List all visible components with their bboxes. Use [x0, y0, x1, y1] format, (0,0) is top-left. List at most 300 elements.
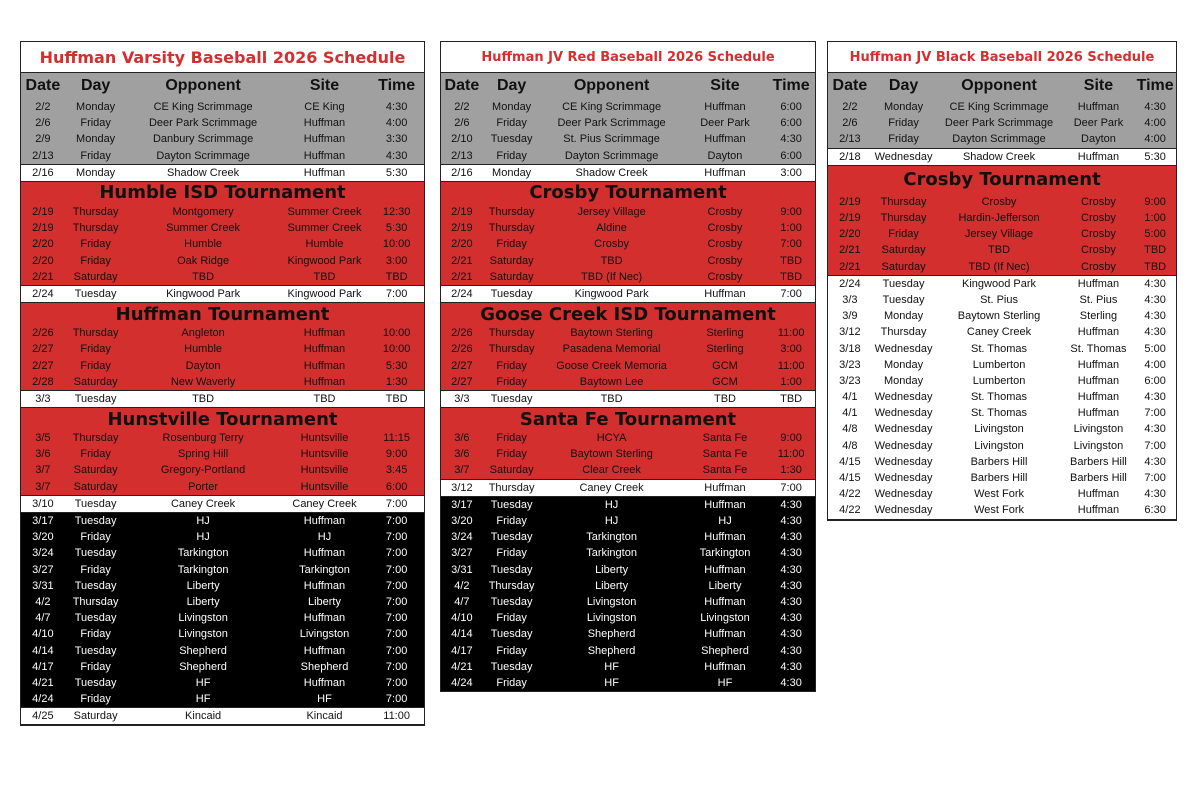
game-site: Crosby: [1081, 244, 1116, 257]
game-site: Huffman: [303, 612, 346, 625]
game-time: 4:30: [1144, 423, 1166, 436]
game-row: [21, 269, 424, 285]
game-opponent: Danbury Scrimmage: [152, 133, 254, 146]
game-opponent: TBD: [192, 270, 215, 283]
game-time: 4:00: [1144, 133, 1166, 146]
game-date: 2/28: [32, 375, 54, 388]
game-time: 7:00: [385, 595, 408, 608]
game-date: 2/18: [839, 150, 861, 163]
tournament-title: Crosby Tournament: [529, 182, 727, 204]
game-opponent: Shadow Creek: [962, 150, 1036, 163]
game-row: [828, 389, 1176, 405]
game-time: 4:30: [1144, 101, 1166, 114]
column-header-opponent: Opponent: [165, 77, 241, 94]
column-header-row: [441, 73, 815, 99]
game-opponent: Deer Park Scrimmage: [557, 117, 666, 130]
game-row: [828, 99, 1176, 115]
game-date: 2/19: [451, 206, 473, 219]
game-date: 4/1: [842, 391, 858, 404]
game-date: 2/27: [451, 359, 473, 372]
game-row: [441, 659, 815, 675]
game-date: 4/22: [839, 488, 861, 501]
game-time: 12:30: [382, 206, 411, 219]
game-row: [21, 357, 424, 373]
game-day: Saturday: [73, 375, 118, 388]
game-date: 2/2: [35, 101, 51, 114]
game-day: Wednesday: [874, 439, 933, 452]
game-site: Kincaid: [306, 710, 343, 723]
game-day: Thursday: [488, 481, 535, 494]
game-time: 3:45: [385, 464, 408, 477]
game-site: Huntsville: [300, 464, 349, 477]
game-row: [828, 292, 1176, 308]
game-opponent: Lumberton: [972, 358, 1026, 371]
game-row: [21, 148, 424, 164]
game-row: [21, 462, 424, 478]
game-date: 4/22: [839, 504, 861, 517]
game-day: Friday: [80, 531, 111, 544]
game-opponent: Aldine: [596, 222, 627, 235]
game-opponent: Deer Park Scrimmage: [148, 117, 258, 130]
game-site: Deer Park: [1073, 117, 1124, 130]
game-site: Huffman: [704, 660, 746, 673]
game-site: Dayton: [707, 149, 743, 162]
game-row: [441, 675, 815, 691]
game-row: [21, 220, 424, 236]
game-date: 3/17: [451, 498, 473, 511]
game-opponent: Crosby: [981, 195, 1017, 208]
column-header-time: Time: [378, 77, 416, 94]
game-day: Friday: [80, 628, 111, 641]
game-opponent: Pasadena Memorial: [562, 343, 661, 356]
game-time: 4:30: [780, 563, 802, 576]
game-day: Monday: [884, 358, 924, 371]
game-day: Monday: [884, 310, 924, 323]
game-site: Huffman: [1077, 150, 1120, 163]
game-day: Thursday: [488, 206, 535, 219]
game-row: [21, 115, 424, 131]
white-block: [21, 164, 424, 182]
game-site: Crosby: [707, 238, 743, 251]
game-time: 5:30: [1144, 150, 1166, 163]
game-day: Saturday: [73, 464, 118, 477]
game-day: Tuesday: [490, 498, 533, 511]
game-row: [441, 269, 815, 285]
game-row: [828, 502, 1176, 518]
game-opponent: HJ: [196, 515, 210, 528]
game-time: TBD: [385, 270, 408, 283]
game-time: 4:30: [780, 644, 802, 657]
game-day: Saturday: [489, 254, 534, 267]
game-row: [21, 691, 424, 707]
game-opponent: Deer Park Scrimmage: [944, 117, 1054, 130]
column-header-site: Site: [1083, 77, 1114, 94]
column-header-day: Day: [80, 77, 111, 94]
game-time: 6:00: [780, 149, 802, 162]
game-date: 4/2: [35, 595, 51, 608]
game-opponent: Barbers Hill: [970, 455, 1028, 468]
game-date: 3/24: [32, 547, 54, 560]
game-row: [828, 194, 1176, 210]
game-row: [828, 115, 1176, 131]
game-date: 3/7: [454, 464, 470, 477]
game-row: [21, 562, 424, 578]
game-day: Friday: [888, 117, 919, 130]
game-time: 4:30: [1144, 455, 1166, 468]
game-day: Monday: [884, 101, 924, 114]
game-day: Tuesday: [490, 531, 533, 544]
game-row: [21, 578, 424, 594]
game-site: Huffman: [303, 676, 346, 689]
game-date: 2/26: [32, 327, 54, 340]
white-block: [21, 285, 424, 303]
game-opponent: Livingston: [974, 439, 1024, 452]
game-site: Huffman: [303, 579, 346, 592]
game-time: 1:30: [780, 464, 802, 477]
schedule-title: Huffman Varsity Baseball 2026 Schedule: [21, 42, 424, 73]
game-site: Caney Creek: [292, 497, 357, 510]
game-opponent: Shepherd: [587, 628, 636, 641]
game-opponent: Humble: [184, 343, 223, 356]
game-date: 4/8: [842, 423, 858, 436]
game-date: 2/21: [839, 244, 861, 257]
game-time: 7:00: [780, 238, 802, 251]
game-date: 4/25: [32, 710, 54, 723]
game-opponent: Tarkington: [586, 547, 637, 560]
game-row: [828, 470, 1176, 486]
game-row: [441, 430, 815, 446]
game-day: Thursday: [72, 222, 119, 235]
game-site: Tarkington: [699, 547, 751, 560]
column-header-day: Day: [496, 77, 527, 94]
game-row: [21, 253, 424, 269]
game-row: [21, 513, 424, 529]
game-date: 4/10: [32, 628, 54, 641]
game-time: 6:00: [385, 480, 408, 493]
game-row: [828, 421, 1176, 437]
game-time: 5:30: [385, 359, 408, 372]
game-date: 4/24: [32, 693, 54, 706]
game-opponent: TBD: [988, 244, 1011, 257]
game-date: 4/15: [839, 455, 861, 468]
game-day: Thursday: [72, 432, 119, 445]
game-day: Wednesday: [874, 504, 933, 517]
game-date: 4/14: [451, 628, 473, 641]
game-opponent: West Fork: [974, 488, 1024, 501]
game-time: 7:00: [385, 660, 408, 673]
game-opponent: Lumberton: [972, 374, 1026, 387]
game-day: Friday: [80, 359, 111, 372]
game-opponent: Baytown Sterling: [570, 327, 653, 340]
game-day: Friday: [496, 515, 527, 528]
game-date: 2/27: [451, 375, 473, 388]
game-day: Tuesday: [490, 628, 533, 641]
game-date: 4/1: [842, 407, 858, 420]
game-site: Huffman: [303, 515, 346, 528]
game-opponent: Dayton Scrimmage: [952, 133, 1046, 146]
game-site: Barbers Hill: [1070, 455, 1127, 468]
game-date: 4/21: [32, 676, 54, 689]
game-opponent: Shadow Creek: [575, 166, 648, 179]
game-row: [441, 253, 815, 269]
game-row: [441, 148, 815, 164]
game-opponent: Gregory-Portland: [160, 464, 246, 477]
game-time: 4:30: [780, 676, 802, 689]
game-opponent: Baytown Sterling: [957, 310, 1041, 323]
schedule-title: Huffman JV Black Baseball 2026 Schedule: [828, 42, 1176, 73]
game-opponent: St. Thomas: [971, 342, 1028, 355]
game-day: Tuesday: [74, 612, 117, 625]
game-day: Friday: [80, 563, 111, 576]
game-opponent: Shepherd: [179, 644, 227, 657]
game-site: Santa Fe: [702, 464, 748, 477]
game-row: [441, 529, 815, 545]
game-opponent: Baytown Sterling: [570, 448, 653, 461]
column-header-row: [828, 73, 1176, 99]
game-site: Huffman: [303, 133, 346, 146]
game-opponent: Livingston: [974, 423, 1024, 436]
game-opponent: Shepherd: [179, 660, 227, 673]
game-time: 4:30: [780, 660, 802, 673]
game-opponent: Shadow Creek: [167, 166, 240, 179]
game-row: [828, 276, 1176, 292]
game-day: Friday: [80, 660, 111, 673]
game-day: Friday: [80, 254, 111, 267]
game-opponent: St. Thomas: [971, 407, 1028, 420]
game-date: 2/6: [454, 117, 470, 130]
schedule-varsity: [20, 41, 425, 726]
game-row: [441, 325, 815, 341]
game-time: 9:00: [780, 432, 802, 445]
column-header-date: Date: [444, 77, 480, 94]
tournament-block: [21, 182, 424, 285]
tournament-block: [21, 303, 424, 390]
game-day: Friday: [496, 547, 527, 560]
game-opponent: Liberty: [595, 563, 629, 576]
game-row: [21, 430, 424, 446]
game-time: TBD: [780, 254, 803, 267]
game-row: [441, 562, 815, 578]
game-time: 3:00: [385, 254, 408, 267]
game-site: Huntsville: [300, 480, 349, 493]
game-date: 2/19: [32, 206, 54, 219]
game-time: 4:30: [1144, 326, 1166, 339]
game-site: Summer Creek: [287, 222, 362, 235]
game-date: 2/16: [32, 166, 54, 179]
game-row: [21, 545, 424, 561]
game-date: 2/19: [451, 222, 473, 235]
game-row: [21, 131, 424, 147]
game-site: Livingston: [1073, 423, 1124, 436]
game-site: Shepherd: [300, 660, 349, 673]
game-day: Monday: [492, 101, 532, 114]
game-date: 2/27: [32, 359, 54, 372]
game-date: 2/13: [839, 133, 861, 146]
game-date: 2/20: [32, 254, 54, 267]
game-opponent: Dayton Scrimmage: [156, 149, 250, 162]
game-opponent: HF: [604, 676, 619, 689]
game-row: [828, 357, 1176, 373]
game-time: 4:30: [1144, 488, 1166, 501]
game-opponent: Tarkington: [177, 547, 229, 560]
game-row: [441, 610, 815, 626]
game-opponent: Barbers Hill: [970, 472, 1028, 485]
game-site: Dayton: [1081, 133, 1116, 146]
schedule-jv-black: [827, 41, 1177, 521]
game-opponent: Porter: [188, 480, 219, 493]
game-opponent: St. Pius: [980, 293, 1018, 306]
game-row: [828, 324, 1176, 340]
game-site: CE King: [304, 101, 345, 114]
game-site: Huffman: [704, 287, 746, 300]
game-site: Huffman: [704, 166, 746, 179]
game-day: Tuesday: [74, 676, 117, 689]
game-site: St. Thomas: [1070, 342, 1127, 355]
game-time: 6:00: [780, 117, 802, 130]
game-time: 4:30: [780, 515, 802, 528]
game-opponent: HCYA: [596, 432, 627, 445]
game-time: 9:00: [385, 448, 408, 461]
game-site: HF: [717, 676, 733, 689]
white-block: [828, 148, 1176, 166]
game-opponent: West Fork: [974, 504, 1024, 517]
game-day: Wednesday: [874, 472, 933, 485]
game-site: Livingston: [700, 612, 750, 625]
game-day: Friday: [496, 117, 527, 130]
game-row: [828, 131, 1176, 147]
game-date: 3/27: [32, 563, 54, 576]
game-day: Saturday: [73, 480, 118, 493]
game-opponent: Montgomery: [172, 206, 234, 219]
game-date: 2/24: [839, 277, 861, 290]
game-time: TBD: [385, 392, 408, 405]
game-day: Saturday: [73, 710, 118, 723]
game-time: 7:00: [385, 515, 408, 528]
game-time: 7:00: [385, 693, 408, 706]
game-date: 2/6: [35, 117, 51, 130]
game-time: 4:00: [385, 117, 408, 130]
game-day: Friday: [496, 676, 527, 689]
game-opponent: Livingston: [178, 612, 228, 625]
game-opponent: Liberty: [595, 579, 629, 592]
game-opponent: Humble: [184, 238, 223, 251]
game-opponent: Crosby: [594, 238, 629, 251]
game-site: Crosby: [707, 206, 743, 219]
game-opponent: Kingwood Park: [962, 277, 1037, 290]
game-day: Tuesday: [490, 133, 533, 146]
game-site: Huntsville: [300, 432, 349, 445]
game-opponent: Clear Creek: [582, 464, 641, 477]
tournament-block: [441, 408, 815, 479]
game-row: [441, 99, 815, 115]
game-opponent: TBD (If Nec): [581, 270, 643, 283]
game-date: 3/3: [454, 392, 470, 405]
game-opponent: Dayton: [185, 359, 221, 372]
game-day: Saturday: [881, 244, 926, 257]
game-opponent: Kincaid: [185, 710, 222, 723]
game-time: 7:00: [1144, 472, 1166, 485]
game-row: [828, 259, 1176, 275]
game-date: 2/19: [32, 222, 54, 235]
game-row: [21, 341, 424, 357]
game-day: Tuesday: [74, 392, 117, 405]
game-row: [21, 594, 424, 610]
game-row: [441, 115, 815, 131]
game-date: 3/9: [842, 310, 858, 323]
white-block: [441, 285, 815, 303]
tournament-title: Hunstville Tournament: [107, 408, 338, 430]
white-block: [441, 164, 815, 182]
game-site: Humble: [305, 238, 344, 251]
game-row: [21, 165, 424, 181]
white-block: [21, 390, 424, 408]
game-date: 3/3: [842, 293, 858, 306]
game-day: Friday: [496, 448, 527, 461]
game-time: TBD: [1144, 260, 1167, 273]
game-site: Huntsville: [300, 448, 349, 461]
game-row: [441, 220, 815, 236]
tournament-title: Crosby Tournament: [903, 169, 1101, 191]
game-row: [441, 131, 815, 147]
game-time: 7:00: [1144, 439, 1166, 452]
game-day: Wednesday: [874, 488, 933, 501]
game-date: 3/23: [839, 358, 861, 371]
game-date: 4/2: [454, 579, 470, 592]
game-date: 3/17: [32, 515, 54, 528]
game-site: TBD: [313, 392, 336, 405]
game-row: [828, 308, 1176, 324]
game-opponent: TBD (If Nec): [968, 260, 1030, 273]
game-opponent: HF: [195, 676, 211, 689]
game-date: 2/26: [451, 327, 473, 340]
game-day: Tuesday: [490, 595, 533, 608]
game-time: 10:00: [382, 238, 411, 251]
game-row: [21, 479, 424, 495]
game-date: 3/6: [454, 432, 470, 445]
game-time: 1:30: [385, 375, 408, 388]
game-date: 2/13: [32, 149, 54, 162]
game-time: 4:30: [385, 101, 408, 114]
game-date: 2/24: [451, 287, 473, 300]
game-row: [441, 341, 815, 357]
game-opponent: Hardin-Jefferson: [958, 212, 1040, 225]
game-site: Huffman: [1077, 358, 1120, 371]
game-opponent: TBD: [600, 254, 623, 267]
game-site: Livingston: [299, 628, 350, 641]
game-row: [21, 675, 424, 691]
game-site: Huffman: [303, 644, 346, 657]
game-row: [828, 340, 1176, 356]
game-row: [828, 210, 1176, 226]
game-day: Monday: [492, 166, 532, 179]
game-date: 2/20: [32, 238, 54, 251]
game-site: Huffman: [704, 531, 746, 544]
game-site: HJ: [718, 515, 732, 528]
game-row: [828, 373, 1176, 389]
game-row: [441, 480, 815, 496]
gray-block: [828, 99, 1176, 148]
game-time: 7:00: [385, 628, 408, 641]
game-site: Livingston: [1073, 439, 1124, 452]
game-site: GCM: [712, 359, 738, 372]
game-site: Huffman: [1077, 504, 1120, 517]
game-time: 11:15: [383, 432, 410, 445]
game-date: 3/6: [35, 448, 51, 461]
game-day: Friday: [496, 238, 527, 251]
game-date: 2/20: [839, 228, 861, 241]
game-time: 7:00: [385, 531, 408, 544]
game-day: Friday: [80, 238, 111, 251]
